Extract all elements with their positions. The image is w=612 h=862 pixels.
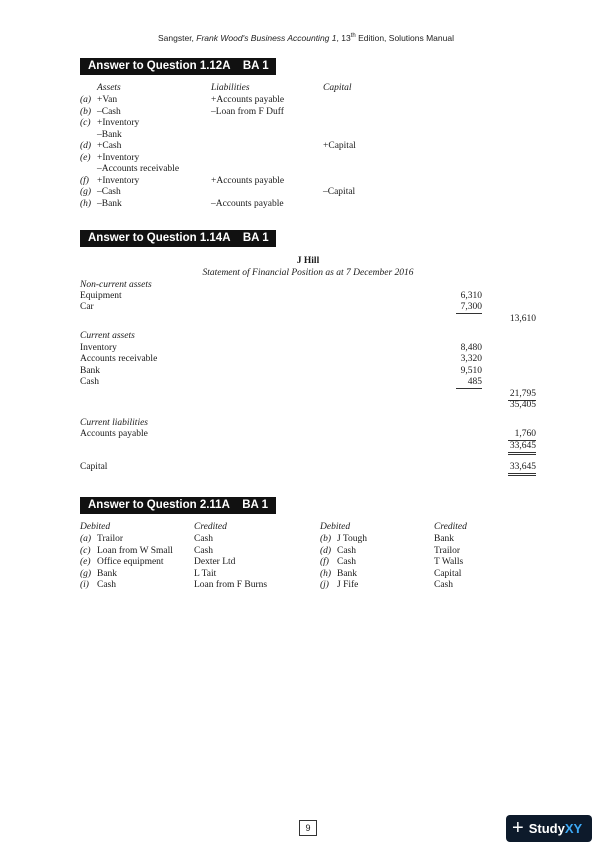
q112-liability-entry: +Accounts payable [211,175,285,186]
q112-row-label: (a) [80,95,92,105]
q211-right-debit-entry: J Fife [337,580,359,590]
current-assets-heading: Current assets [80,331,135,341]
q112-liability-entry: –Accounts payable [211,198,284,209]
debited-heading-right: Debited [320,522,351,532]
debited-heading-left: Debited [80,522,111,532]
q211-left-credit-entry: Dexter Ltd [194,557,236,567]
credited-heading-right: Credited [434,522,467,532]
q211-right-row-label: (b) [320,534,332,544]
capital-value: 33,645 [508,462,536,476]
q112-asset-entry: –Cash [97,187,121,197]
q211-right-debit-entry: Cash [337,557,356,567]
q211-right-row-label: (j) [320,580,329,590]
col-liabilities-heading: Liabilities [211,83,250,93]
plus-icon: + [512,817,524,839]
q211-left-row-label: (e) [80,557,91,567]
capital-label: Capital [80,462,108,472]
q112-asset-entry: +Cash [97,141,122,151]
q112-row-label: (d) [80,141,92,151]
q211-left-credit-entry: Loan from F Burns [194,580,268,590]
q211-left-debit-entry: Cash [97,580,116,590]
inventory-label: Inventory [80,343,117,353]
q112-asset-entry: +Inventory [97,118,140,128]
q211-left-row-label: (g) [80,568,92,579]
q112-row-label: (f) [80,175,89,186]
q112-row-label: (b) [80,106,92,117]
q211-left-row-label: (a) [80,534,92,544]
cash-label: Cash [80,377,99,387]
car-value: 7,300 [456,302,482,314]
current-liabilities-heading: Current liabilities [80,418,148,428]
payable-label: Accounts payable [80,429,148,439]
q211-right-credit-entry: Trailor [434,545,461,556]
total-assets: 35,405 [509,400,536,410]
q112-row-label: (g) [80,187,92,197]
q112-asset-entry: +Inventory [97,152,140,163]
q112-row-label: (e) [80,152,91,163]
q211-right-debit-entry: Cash [337,545,356,556]
q112-row-label: (c) [80,118,91,128]
payable-value: 1,760 [508,429,536,441]
q211-right-debit-entry: J Tough [337,534,368,544]
q112-asset-entry: –Cash [97,106,121,117]
bank-label: Bank [80,366,101,376]
current-assets-total: 21,795 [509,389,536,399]
q112-asset-entry: +Van [97,95,118,105]
bank-value: 9,510 [460,366,482,376]
q211-left-debit-entry: Bank [97,568,118,579]
credited-heading-left: Credited [194,522,227,532]
q211-left-debit-entry: Office equipment [97,557,164,567]
section-title-q211: Answer to Question 2.11A BA 1 [80,497,276,514]
q211-right-credit-entry: Bank [434,534,455,544]
section-title-q112: Answer to Question 1.12A BA 1 [80,58,276,75]
col-capital-heading: Capital [323,83,352,93]
equipment-value: 6,310 [460,291,482,301]
q112-asset-entry: –Bank [97,129,122,140]
equipment-label: Equipment [80,291,122,301]
q211-right-credit-entry: T Walls [434,557,464,567]
q211-left-debit-entry: Loan from W Small [97,545,173,556]
q112-asset-entry: +Inventory [97,175,140,186]
cash-value: 485 [456,377,482,389]
running-header: Sangster, Frank Wood's Business Accounting 1, 13th Edition, Solutions Manual [158,33,454,43]
net-assets: 33,645 [508,441,536,455]
statement-title: Statement of Financial Position as at 7 December 2016 [202,268,414,278]
section-title-q114: Answer to Question 1.14A BA 1 [80,230,276,247]
q211-right-row-label: (h) [320,568,332,579]
receivable-value: 3,320 [460,354,482,364]
q211-right-credit-entry: Capital [434,568,462,579]
q112-capital-entry: +Capital [323,141,356,151]
receivable-label: Accounts receivable [80,354,158,364]
col-assets-heading: Assets [97,83,121,93]
q211-left-credit-entry: Cash [194,534,213,544]
q211-left-row-label: (c) [80,545,91,556]
q112-asset-entry: –Accounts receivable [97,164,180,174]
q112-liability-entry: –Loan from F Duff [211,106,284,117]
q112-row-label: (h) [80,198,92,209]
q211-left-debit-entry: Trailor [97,534,124,544]
q211-left-credit-entry: Cash [194,545,213,556]
q211-right-debit-entry: Bank [337,568,358,579]
non-current-assets-heading: Non-current assets [80,280,152,290]
q211-right-row-label: (f) [320,557,329,567]
q211-right-row-label: (d) [320,545,332,556]
business-name: J Hill [296,256,320,266]
q112-capital-entry: –Capital [323,187,356,197]
q211-left-row-label: (i) [80,580,89,590]
car-label: Car [80,302,94,312]
inventory-value: 8,480 [460,343,482,353]
q112-asset-entry: –Bank [97,198,122,209]
studyxy-logo: + Study XY [506,815,592,842]
q211-right-credit-entry: Cash [434,580,453,590]
q112-liability-entry: +Accounts payable [211,95,285,105]
page-number: 9 [299,820,317,836]
q211-left-credit-entry: L Tait [194,568,217,579]
non-current-total: 13,610 [509,314,536,324]
